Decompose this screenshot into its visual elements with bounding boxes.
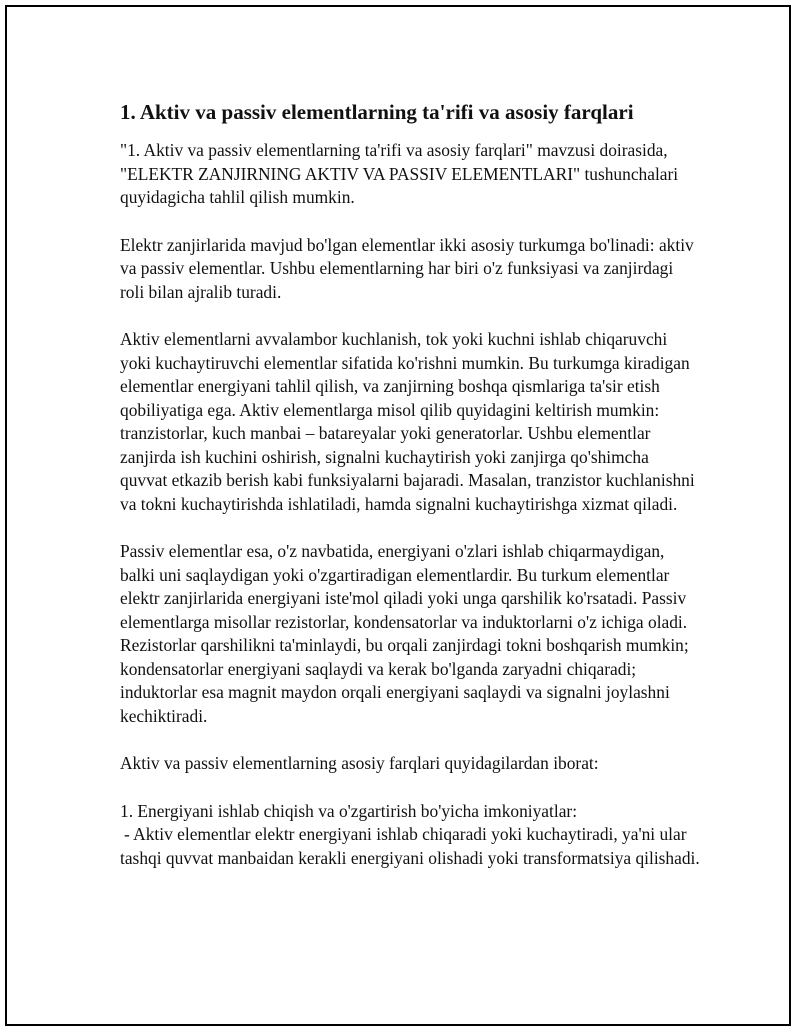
document-page: [5, 5, 791, 1026]
section-heading: 1. Aktiv va passiv elementlarning ta'rifi va asosiy farqlari: [120, 100, 634, 124]
document-content: [120, 97, 700, 870]
intro-paragraph: "1. Aktiv va passiv elementlarning ta'rifi va asosiy farqlari" mavzusi doirasida, "ELEKTR ZANJIRNING AKTIV VA PASSIV ELEMENTLARI" tushunchalari quyidagicha tahlil qilish mumkin.: [120, 140, 679, 207]
active-elements-paragraph: Aktiv elementlarni avvalambor kuchlanish, tok yoki kuchni ishlab chiqaruvchi yoki kuchaytiruvchi elementlar sifatida ko'rishni mumkin. Bu turkumga kiradigan elementlar energiyani tahlil qilish, va zanjirning boshqa qismlariga ta'sir etish qobiliyatiga ega. Aktiv elementlarga misol qilib quyidagini keltirish mumkin: tranzistorlar, kuch manbai – batareyalar yoki generatorlar. Ushbu elementlar zanjirda ish kuchini oshirish, signalni kuchaytirish yoki zanjirga qo'shimcha quvvat etkazib berish kabi funksiyalarni bajaradi. Masalan, tranzistor kuchlanishni va tokni kuchaytirishda ishlatiladi, hamda signalni kuchaytirishga xizmat qiladi.: [120, 329, 695, 514]
list-item: 1. Energiyani ishlab chiqish va o'zgartirish bo'yicha imkoniyatlar:: [120, 800, 578, 821]
classification-paragraph: Elektr zanjirlarida mavjud bo'lgan elementlar ikki asosiy turkumga bo'linadi: aktiv va passiv elementlar. Ushbu elementlarning har biri o'z funksiyasi va zanjirdagi roli bilan ajralib turadi.: [120, 234, 694, 302]
differences-intro-paragraph: Aktiv va passiv elementlarning asosiy farqlari quyidagilardan iborat:: [120, 753, 599, 773]
list-sub-item: - Aktiv elementlar elektr energiyani ishlab chiqaradi yoki kuchaytiradi, ya'ni ular tashqi quvvat manbaidan kerakli energiyani olishadi yoki transformatsiya qilishadi.: [120, 824, 700, 868]
passive-elements-paragraph: Passiv elementlar esa, o'z navbatida, energiyani o'zlari ishlab chiqarmaydigan, balki uni saqlaydigan yoki o'zgartiradigan elementlardir. Bu turkum elementlar elektr zanjirlarida energiyani iste'mol qiladi yoki unga qarshilik ko'rsatadi. Passiv elementlarga misollar rezistorlar, kondensatorlar va induktorlarni o'z ichiga oladi. Rezistorlar qarshilikni ta'minlaydi, bu orqali zanjirdagi tokni boshqarish mumkin; kondensatorlar energiyani saqlaydi va kerak bo'lganda zaryadni chiqaradi; induktorlar esa magnit maydon orqali energiyani saqlaydi va signalni joylashni kechiktiradi.: [120, 541, 689, 726]
